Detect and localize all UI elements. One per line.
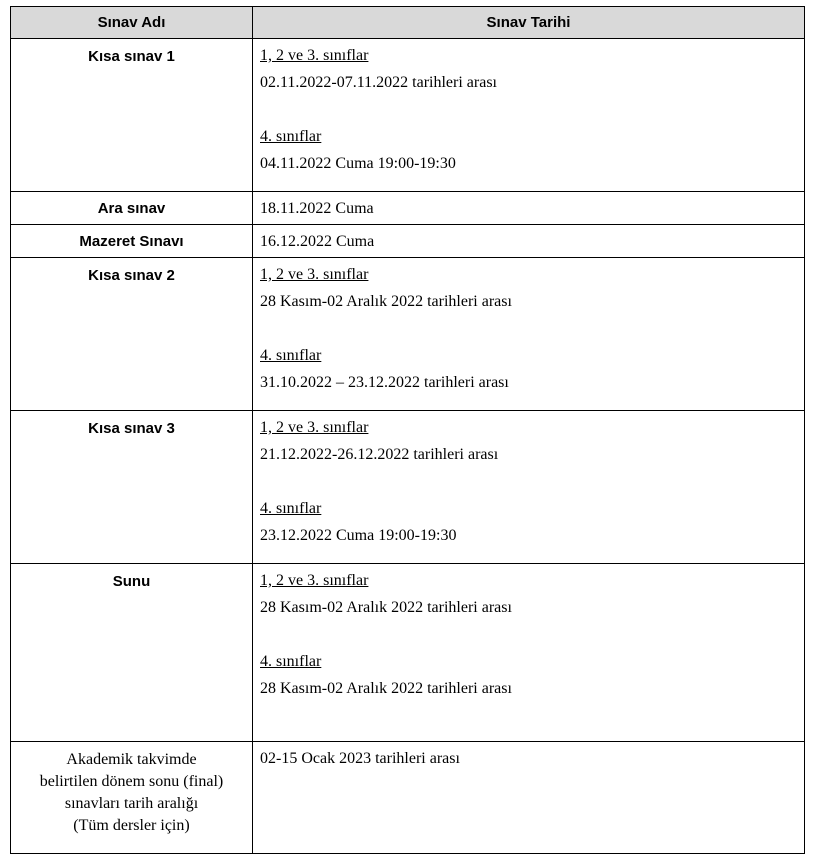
table-row bbox=[11, 564, 805, 742]
group-value: 28 Kasım-02 Aralık 2022 tarihleri arası bbox=[260, 680, 512, 697]
table-row bbox=[11, 411, 805, 564]
group-label: 4. sınıflar bbox=[260, 500, 322, 517]
exam-date-cell bbox=[253, 564, 805, 742]
exam-name-cell: Kısa sınav 2 bbox=[11, 258, 253, 411]
group-label: 4. sınıflar bbox=[260, 128, 322, 145]
exam-date-cell bbox=[253, 39, 805, 192]
column-header-exam-name: Sınav Adı bbox=[11, 7, 253, 39]
table-row bbox=[11, 742, 805, 854]
group-label: 1, 2 ve 3. sınıflar bbox=[260, 47, 369, 64]
table-header-row bbox=[11, 7, 805, 39]
group-value: 28 Kasım-02 Aralık 2022 tarihleri arası bbox=[260, 599, 512, 616]
exam-name-line: belirtilen dönem sonu (final) bbox=[39, 773, 224, 790]
exam-date-value: 02-15 Ocak 2023 tarihleri arası bbox=[260, 750, 460, 767]
group-value: 28 Kasım-02 Aralık 2022 tarihleri arası bbox=[260, 293, 512, 310]
exam-name-cell: Kısa sınav 1 bbox=[11, 39, 253, 192]
exam-name-line: Akademik takvimde bbox=[66, 751, 197, 768]
group-value: 23.12.2022 Cuma 19:00-19:30 bbox=[260, 527, 457, 544]
exam-name-cell bbox=[11, 742, 253, 854]
exam-name-cell: Kısa sınav 3 bbox=[11, 411, 253, 564]
exam-name-line: (Tüm dersler için) bbox=[73, 817, 190, 834]
exam-date-cell bbox=[253, 258, 805, 411]
exam-date-value: 16.12.2022 Cuma bbox=[260, 232, 375, 250]
group-label: 1, 2 ve 3. sınıflar bbox=[260, 572, 369, 589]
exam-name-cell: Sunu bbox=[11, 564, 253, 742]
exam-name-line: sınavları tarih aralığı bbox=[64, 795, 199, 812]
exam-date-value: 18.11.2022 Cuma bbox=[260, 199, 374, 217]
exam-date-cell bbox=[253, 411, 805, 564]
group-value: 31.10.2022 – 23.12.2022 tarihleri arası bbox=[260, 374, 509, 391]
table-row bbox=[11, 39, 805, 192]
exam-date-cell bbox=[253, 192, 805, 225]
column-header-exam-date: Sınav Tarihi bbox=[253, 7, 805, 39]
exam-date-cell bbox=[253, 225, 805, 258]
group-label: 4. sınıflar bbox=[260, 347, 322, 364]
table-row bbox=[11, 258, 805, 411]
group-value: 02.11.2022-07.11.2022 tarihleri arası bbox=[260, 74, 497, 91]
table-row bbox=[11, 192, 805, 225]
table-row bbox=[11, 225, 805, 258]
group-label: 1, 2 ve 3. sınıflar bbox=[260, 419, 369, 436]
exam-date-cell bbox=[253, 742, 805, 854]
group-label: 1, 2 ve 3. sınıflar bbox=[260, 266, 369, 283]
group-label: 4. sınıflar bbox=[260, 653, 322, 670]
exam-name-cell: Mazeret Sınavı bbox=[11, 225, 253, 258]
exam-name-cell: Ara sınav bbox=[11, 192, 253, 225]
group-value: 21.12.2022-26.12.2022 tarihleri arası bbox=[260, 446, 499, 463]
exam-schedule-table bbox=[10, 6, 805, 854]
group-value: 04.11.2022 Cuma 19:00-19:30 bbox=[260, 155, 456, 172]
